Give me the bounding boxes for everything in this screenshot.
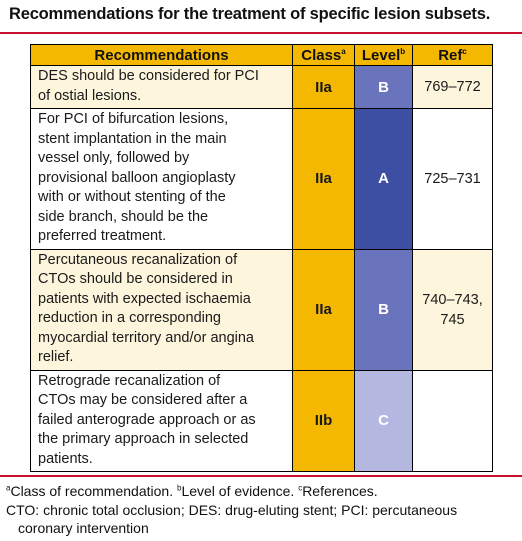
footnote-legend: $^a$Class of recommendation. $^b$Level of evidence. $^c$References. (6, 483, 378, 499)
header-level: Level$^b$ (355, 45, 413, 66)
table-row (31, 66, 493, 109)
table-row (31, 370, 493, 472)
level-cell: B (355, 249, 413, 370)
ref-cell: 725–731 (413, 109, 493, 250)
class-cell: IIa (293, 66, 355, 109)
footnote-abbreviations-cont: coronary intervention (18, 520, 149, 536)
ref-cell (413, 370, 493, 472)
footnote-abbreviations: CTO: chronic total occlusion; DES: drug-eluting stent; PCI: percutaneous (6, 502, 458, 518)
header-recommendations: Recommendations (31, 45, 293, 66)
class-cell: IIa (293, 249, 355, 370)
recommendation-cell: DES should be considered for PCI of ostial lesions. (31, 66, 293, 109)
bottom-divider (0, 475, 522, 477)
table-title: Recommendations for the treatment of specific lesion subsets. (9, 5, 491, 23)
level-cell: B (355, 66, 413, 109)
level-cell: C (355, 370, 413, 472)
table-row (31, 109, 493, 250)
ref-cell: 769–772 (413, 66, 493, 109)
recommendation-cell: For PCI of bifurcation lesions, stent implantation in the main vessel only, followed by provisional balloon angioplasty with or without stenting of the side branch, should be the preferred treatment. (31, 109, 293, 250)
top-divider (0, 32, 522, 34)
level-cell: A (355, 109, 413, 250)
header-class: Class$^a$ (293, 45, 355, 66)
header-row (31, 45, 493, 66)
ref-cell: 740–743, 745 (413, 249, 493, 370)
recommendation-cell: Percutaneous recanalization of CTOs should be considered in patients with expected ischaemia reduction in a corresponding myocardial territory and/or angina relief. (31, 249, 293, 370)
recommendations-table (30, 44, 493, 472)
class-cell: IIa (293, 109, 355, 250)
recommendation-cell: Retrograde recanalization of CTOs may be considered after a failed anterograde approach or as the primary approach in selected patients. (31, 370, 293, 472)
table-row (31, 249, 493, 370)
class-cell: IIb (293, 370, 355, 472)
header-ref: Ref$^c$ (413, 45, 493, 66)
